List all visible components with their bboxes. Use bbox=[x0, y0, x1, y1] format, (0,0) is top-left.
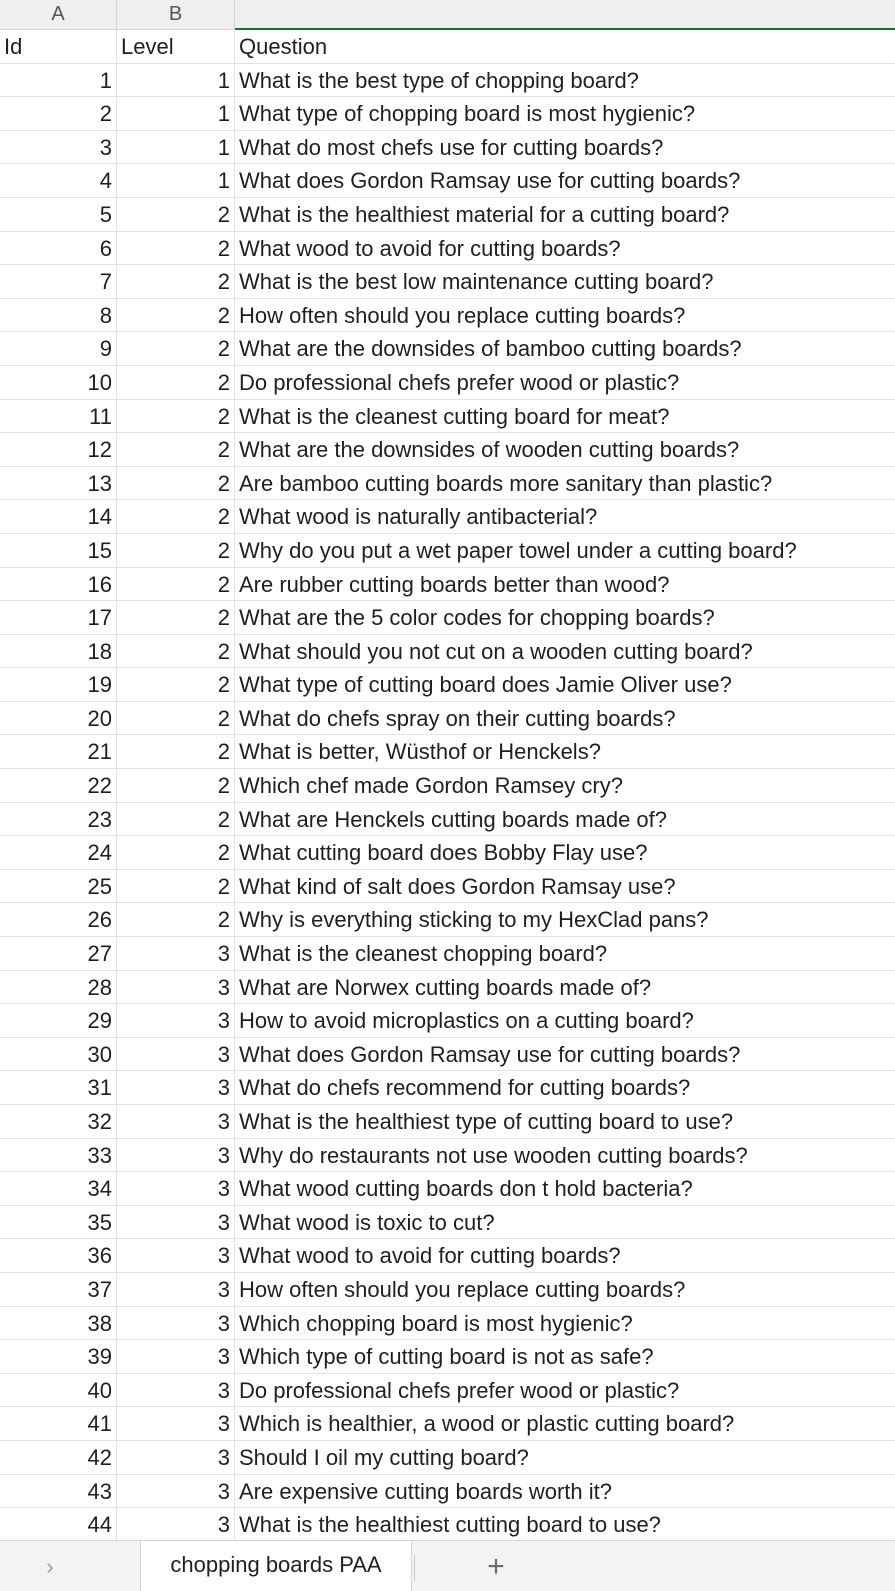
cell-level[interactable]: 2 bbox=[117, 702, 235, 735]
cell-question[interactable]: Should I oil my cutting board? bbox=[239, 1444, 529, 1470]
cell-question[interactable]: What is the cleanest cutting board for meat? bbox=[239, 403, 670, 429]
table-row bbox=[0, 1374, 895, 1408]
sheet-tab-bar bbox=[0, 1540, 895, 1591]
cell-level[interactable]: 3 bbox=[117, 1407, 235, 1440]
cell-question[interactable]: How to avoid microplastics on a cutting board? bbox=[239, 1008, 694, 1034]
cell-question[interactable]: What do chefs spray on their cutting boards? bbox=[239, 705, 676, 731]
cell-id[interactable]: 23 bbox=[0, 803, 117, 836]
cell-id[interactable]: 9 bbox=[0, 332, 117, 365]
cell-level[interactable]: 2 bbox=[117, 836, 235, 869]
cell-level[interactable]: 3 bbox=[117, 971, 235, 1004]
table-row bbox=[0, 97, 895, 131]
cell-id[interactable]: 7 bbox=[0, 265, 117, 298]
table-row bbox=[0, 500, 895, 534]
cell-id[interactable]: 16 bbox=[0, 568, 117, 601]
cell-level[interactable]: 3 bbox=[117, 1307, 235, 1340]
table-row bbox=[0, 164, 895, 198]
cell-level[interactable]: 2 bbox=[117, 198, 235, 231]
cell-level[interactable]: 3 bbox=[117, 937, 235, 970]
cell-id[interactable]: 22 bbox=[0, 769, 117, 802]
cell-id[interactable]: 25 bbox=[0, 870, 117, 903]
table-row bbox=[0, 1475, 895, 1509]
table-row bbox=[0, 1239, 895, 1273]
cell-question[interactable]: What are Norwex cutting boards made of? bbox=[239, 974, 652, 1000]
cell-level[interactable]: 3 bbox=[117, 1038, 235, 1071]
cell-id[interactable]: 27 bbox=[0, 937, 117, 970]
cell-id[interactable]: 13 bbox=[0, 467, 117, 500]
table-row bbox=[0, 635, 895, 669]
cell-level[interactable]: 3 bbox=[117, 1475, 235, 1508]
tab-divider bbox=[414, 1555, 415, 1581]
column-header-c[interactable] bbox=[235, 0, 895, 30]
table-row bbox=[0, 332, 895, 366]
cell-level[interactable]: 2 bbox=[117, 366, 235, 399]
cell-question[interactable]: What are the downsides of wooden cutting boards? bbox=[239, 437, 740, 463]
cell-level[interactable]: 2 bbox=[117, 870, 235, 903]
table-row bbox=[0, 803, 895, 837]
table-row bbox=[0, 1340, 895, 1374]
cell-level[interactable]: 2 bbox=[117, 803, 235, 836]
cell-question[interactable]: What wood is toxic to cut? bbox=[239, 1209, 495, 1235]
cell-question[interactable]: What kind of salt does Gordon Ramsay use? bbox=[239, 873, 676, 899]
table-row bbox=[0, 265, 895, 299]
cell-question[interactable]: What does Gordon Ramsay use for cutting boards? bbox=[239, 168, 741, 194]
cell-question[interactable]: Which chopping board is most hygienic? bbox=[239, 1310, 633, 1336]
cell-level[interactable]: 2 bbox=[117, 400, 235, 433]
chevron-right-icon[interactable]: › bbox=[46, 1554, 54, 1579]
cell-level[interactable]: 2 bbox=[117, 601, 235, 634]
cell-level[interactable]: 3 bbox=[117, 1374, 235, 1407]
table-row bbox=[0, 937, 895, 971]
cell-question[interactable]: How often should you replace cutting boards? bbox=[239, 1276, 686, 1302]
cell-level[interactable]: 2 bbox=[117, 668, 235, 701]
cell-question[interactable]: What are the downsides of bamboo cutting boards? bbox=[239, 336, 742, 362]
cell-question[interactable]: Which type of cutting board is not as safe? bbox=[239, 1344, 654, 1370]
table-row bbox=[0, 1172, 895, 1206]
cell-level[interactable]: 3 bbox=[117, 1239, 235, 1272]
cell-id[interactable]: 43 bbox=[0, 1475, 117, 1508]
table-row bbox=[0, 769, 895, 803]
cell-level[interactable]: 3 bbox=[117, 1105, 235, 1138]
table-row bbox=[0, 870, 895, 904]
cell-question[interactable]: What type of cutting board does Jamie Oliver use? bbox=[239, 672, 732, 698]
cell-question[interactable]: What wood cutting boards don t hold bacteria? bbox=[239, 1176, 693, 1202]
cell-question[interactable]: What is the best type of chopping board? bbox=[239, 67, 639, 93]
sheet-tab-active[interactable]: chopping boards PAA bbox=[140, 1541, 412, 1591]
cell-question[interactable]: What is the healthiest material for a cutting board? bbox=[239, 201, 730, 227]
cell-id[interactable]: 26 bbox=[0, 903, 117, 936]
cell-question[interactable]: Why do you put a wet paper towel under a cutting board? bbox=[239, 537, 797, 563]
cell-question[interactable]: What wood is naturally antibacterial? bbox=[239, 504, 598, 530]
table-row bbox=[0, 131, 895, 165]
cell-id[interactable]: 14 bbox=[0, 500, 117, 533]
column-header-bar bbox=[0, 0, 895, 30]
cell-id[interactable]: 2 bbox=[0, 97, 117, 130]
cell-level[interactable]: 2 bbox=[117, 534, 235, 567]
cell-level[interactable]: 2 bbox=[117, 265, 235, 298]
cell-question[interactable]: What wood to avoid for cutting boards? bbox=[239, 1243, 621, 1269]
cell-level[interactable]: 2 bbox=[117, 635, 235, 668]
column-header-a[interactable]: A bbox=[0, 0, 117, 30]
cell-question[interactable]: What should you not cut on a wooden cutting board? bbox=[239, 638, 753, 664]
cell-question[interactable]: What wood to avoid for cutting boards? bbox=[239, 235, 621, 261]
cell-id[interactable]: 24 bbox=[0, 836, 117, 869]
table-row bbox=[0, 400, 895, 434]
cell-id[interactable]: 21 bbox=[0, 735, 117, 768]
table-row bbox=[0, 433, 895, 467]
cell-id[interactable]: 11 bbox=[0, 400, 117, 433]
cell-level[interactable]: 2 bbox=[117, 500, 235, 533]
cell-question[interactable]: Which is healthier, a wood or plastic cutting board? bbox=[239, 1411, 735, 1437]
header-cell-question[interactable]: Question bbox=[239, 34, 328, 59]
cell-id[interactable]: 1 bbox=[0, 64, 117, 97]
table-row bbox=[0, 232, 895, 266]
cell-level[interactable]: 3 bbox=[117, 1340, 235, 1373]
cell-level[interactable]: 3 bbox=[117, 1441, 235, 1474]
column-header-b[interactable]: B bbox=[117, 0, 235, 30]
cell-question[interactable]: Do professional chefs prefer wood or plastic? bbox=[239, 1377, 680, 1403]
cell-id[interactable]: 40 bbox=[0, 1374, 117, 1407]
cell-id[interactable]: 36 bbox=[0, 1239, 117, 1272]
cell-level[interactable]: 3 bbox=[117, 1071, 235, 1104]
cell-id[interactable]: 30 bbox=[0, 1038, 117, 1071]
cell-level[interactable]: 2 bbox=[117, 299, 235, 332]
cell-id[interactable]: 6 bbox=[0, 232, 117, 265]
cell-level[interactable]: 2 bbox=[117, 232, 235, 265]
table-row bbox=[0, 668, 895, 702]
table-row bbox=[0, 64, 895, 98]
cell-level[interactable]: 2 bbox=[117, 903, 235, 936]
cell-id[interactable]: 12 bbox=[0, 433, 117, 466]
cell-id[interactable]: 28 bbox=[0, 971, 117, 1004]
cell-question[interactable]: Are rubber cutting boards better than wood? bbox=[239, 571, 670, 597]
cell-question[interactable]: What is the healthiest cutting board to use? bbox=[239, 1512, 661, 1538]
table-row bbox=[0, 366, 895, 400]
table-row bbox=[0, 1508, 895, 1542]
table-row bbox=[0, 1071, 895, 1105]
cell-level[interactable]: 2 bbox=[117, 735, 235, 768]
cell-id[interactable]: 33 bbox=[0, 1139, 117, 1172]
cell-level[interactable]: 3 bbox=[117, 1273, 235, 1306]
cell-question[interactable]: What is the cleanest chopping board? bbox=[239, 941, 608, 967]
cell-question[interactable]: Are bamboo cutting boards more sanitary than plastic? bbox=[239, 470, 773, 496]
table-row bbox=[0, 534, 895, 568]
cell-level[interactable]: 1 bbox=[117, 131, 235, 164]
table-row bbox=[0, 702, 895, 736]
cell-question[interactable]: How often should you replace cutting boards? bbox=[239, 302, 686, 328]
cell-level[interactable]: 3 bbox=[117, 1508, 235, 1541]
plus-icon[interactable]: + bbox=[487, 1550, 505, 1583]
cell-level[interactable]: 1 bbox=[117, 64, 235, 97]
cell-id[interactable]: 35 bbox=[0, 1206, 117, 1239]
table-row bbox=[0, 198, 895, 232]
table-row bbox=[0, 1105, 895, 1139]
table-row bbox=[0, 1004, 895, 1038]
cell-question[interactable]: What are the 5 color codes for chopping boards? bbox=[239, 605, 715, 631]
cell-level[interactable]: 2 bbox=[117, 467, 235, 500]
cell-question[interactable]: What cutting board does Bobby Flay use? bbox=[239, 840, 648, 866]
cell-level[interactable]: 2 bbox=[117, 332, 235, 365]
cell-id[interactable]: 19 bbox=[0, 668, 117, 701]
cell-id[interactable]: 32 bbox=[0, 1105, 117, 1138]
cell-question[interactable]: What is the best low maintenance cutting board? bbox=[239, 269, 714, 295]
cell-id[interactable]: 41 bbox=[0, 1407, 117, 1440]
cell-id[interactable]: 15 bbox=[0, 534, 117, 567]
spreadsheet-grid bbox=[0, 30, 895, 1542]
cell-id[interactable]: 18 bbox=[0, 635, 117, 668]
cell-level[interactable]: 3 bbox=[117, 1139, 235, 1172]
cell-question[interactable]: Which chef made Gordon Ramsey cry? bbox=[239, 773, 623, 799]
cell-id[interactable]: 38 bbox=[0, 1307, 117, 1340]
cell-level[interactable]: 3 bbox=[117, 1004, 235, 1037]
cell-question[interactable]: What do chefs recommend for cutting boards? bbox=[239, 1075, 691, 1101]
cell-id[interactable]: 34 bbox=[0, 1172, 117, 1205]
header-cell-level[interactable]: Level bbox=[117, 30, 235, 63]
cell-id[interactable]: 5 bbox=[0, 198, 117, 231]
cell-question[interactable]: Why do restaurants not use wooden cutting boards? bbox=[239, 1142, 748, 1168]
cell-id[interactable]: 42 bbox=[0, 1441, 117, 1474]
cell-id[interactable]: 4 bbox=[0, 164, 117, 197]
table-row bbox=[0, 1307, 895, 1341]
cell-question[interactable]: What are Henckels cutting boards made of? bbox=[239, 806, 668, 832]
table-row bbox=[0, 601, 895, 635]
table-row bbox=[0, 1441, 895, 1475]
cell-id[interactable]: 29 bbox=[0, 1004, 117, 1037]
cell-level[interactable]: 3 bbox=[117, 1206, 235, 1239]
cell-id[interactable]: 31 bbox=[0, 1071, 117, 1104]
cell-question[interactable]: Are expensive cutting boards worth it? bbox=[239, 1478, 612, 1504]
table-row bbox=[0, 1407, 895, 1441]
table-row bbox=[0, 568, 895, 602]
cell-question[interactable]: What does Gordon Ramsay use for cutting boards? bbox=[239, 1041, 741, 1067]
cell-level[interactable]: 1 bbox=[117, 164, 235, 197]
table-row bbox=[0, 467, 895, 501]
cell-question[interactable]: What do most chefs use for cutting boards? bbox=[239, 134, 664, 160]
cell-id[interactable]: 37 bbox=[0, 1273, 117, 1306]
cell-id[interactable]: 39 bbox=[0, 1340, 117, 1373]
cell-question[interactable]: What type of chopping board is most hygienic? bbox=[239, 101, 696, 127]
table-row bbox=[0, 971, 895, 1005]
header-row bbox=[0, 30, 895, 64]
cell-id[interactable]: 17 bbox=[0, 601, 117, 634]
table-row bbox=[0, 836, 895, 870]
cell-id[interactable]: 3 bbox=[0, 131, 117, 164]
cell-id[interactable]: 20 bbox=[0, 702, 117, 735]
table-row bbox=[0, 1273, 895, 1307]
cell-level[interactable]: 2 bbox=[117, 769, 235, 802]
cell-id[interactable]: 44 bbox=[0, 1508, 117, 1541]
header-cell-id[interactable]: Id bbox=[0, 30, 117, 63]
table-row bbox=[0, 1038, 895, 1072]
cell-id[interactable]: 8 bbox=[0, 299, 117, 332]
table-row bbox=[0, 1139, 895, 1173]
table-row bbox=[0, 299, 895, 333]
cell-question[interactable]: What is the healthiest type of cutting board to use? bbox=[239, 1109, 734, 1134]
cell-question[interactable]: Do professional chefs prefer wood or plastic? bbox=[239, 369, 680, 395]
cell-level[interactable]: 2 bbox=[117, 568, 235, 601]
table-row bbox=[0, 1206, 895, 1240]
cell-question[interactable]: Why is everything sticking to my HexClad pans? bbox=[239, 907, 709, 933]
cell-level[interactable]: 3 bbox=[117, 1172, 235, 1205]
table-row bbox=[0, 903, 895, 937]
cell-level[interactable]: 2 bbox=[117, 433, 235, 466]
cell-level[interactable]: 1 bbox=[117, 97, 235, 130]
cell-question[interactable]: What is better, Wüsthof or Henckels? bbox=[239, 739, 601, 765]
cell-id[interactable]: 10 bbox=[0, 366, 117, 399]
table-row bbox=[0, 735, 895, 769]
